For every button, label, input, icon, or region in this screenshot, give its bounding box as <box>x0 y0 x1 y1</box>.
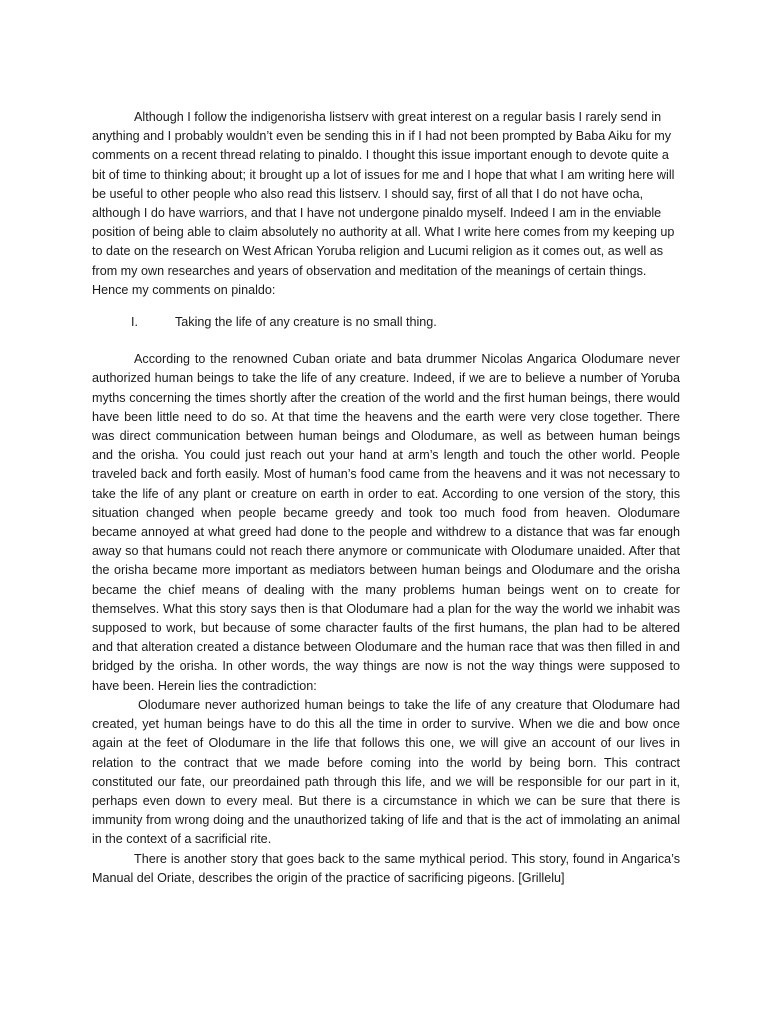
body-paragraph-2: Olodumare never authorized human beings to take the life of any creature that Olodumare had created, yet human beings have to do this all the time in order to survive. When we die and bow once again at the feet of Olodumare in the life that follows this one, we will give an account of our lives in relation to the contract that we made before coming into the world by being born. This contract constituted our fate, our preordained path through this life, and we will be responsible for our part in it, perhaps even down to every meal. But there is a circumstance in which we can be sure that there is immunity from wrong doing and the unauthorized taking of life and that is the act of immolating an animal in the context of a sacrificial rite. <box>92 697 680 847</box>
document-body <box>92 108 680 888</box>
section-heading <box>92 313 680 332</box>
section-number: I. <box>131 315 138 330</box>
body-paragraph-1: According to the renowned Cuban oriate and bata drummer Nicolas Angarica Olodumare never authorized human beings to take the life of any creature. Indeed, if we are to believe a number of Yoruba myths concerning the times shortly after the creation of the world and the first human beings, there would have been little need to do so. At that time the heavens and the earth were very close together. There was direct communication between human beings and Olodumare, as well as between human beings and the orisha. You could just reach out your hand at arm’s length and touch the other world. People traveled back and forth easily. Most of human’s food came from the heavens and it was not necessary to take the life of any plant or creature on earth in order to eat. According to one version of the story, this situation changed when people became greedy and took too much food from heaven. Olodumare became annoyed at what greed had done to the people and withdrew to a distance that was far enough away so that humans could not reach there anymore or communicate with Olodumare unaided. After that the orisha became more important as mediators between human beings and Olodumare and the orisha became the chief means of dealing with the many problems human beings went on to create for themselves. What this story says then is that Olodumare had a plan for the way the world we inhabit was supposed to work, but because of some character faults of the first humans, the plan had to be altered and that alteration created a distance between Olodumare and the human race that was then filled in and bridged by the orisha. In other words, the way things are now is not the way things were supposed to have been. Herein lies the contradiction: <box>92 352 680 693</box>
body-paragraph-3: There is another story that goes back to the same mythical period. This story, found in Angarica’s Manual del Oriate, describes the origin of the practice of sacrificing pigeons. [Grillelu] <box>92 851 680 885</box>
intro-paragraph: Although I follow the indigenorisha listserv with great interest on a regular basis I rarely send in anything and I probably wouldn’t even be sending this in if I had not been prompted by Baba Aiku for my comments on a recent thread relating to pinaldo. I thought this issue important enough to devote quite a bit of time to thinking about; it brought up a lot of issues for me and I hope that what I am writing here will be useful to other people who also read this listserv. I should say, first of all that I do not have ocha, although I do have warriors, and that I have not undergone pinaldo myself. Indeed I am in the enviable position of being able to claim absolutely no authority at all. What I write here comes from my keeping up to date on the research on West African Yoruba religion and Lucumi religion as it comes out, as well as from my own researches and years of observation and meditation of the meanings of certain things. Hence my comments on pinaldo: <box>92 110 675 297</box>
section-title: Taking the life of any creature is no small thing. <box>175 315 437 330</box>
